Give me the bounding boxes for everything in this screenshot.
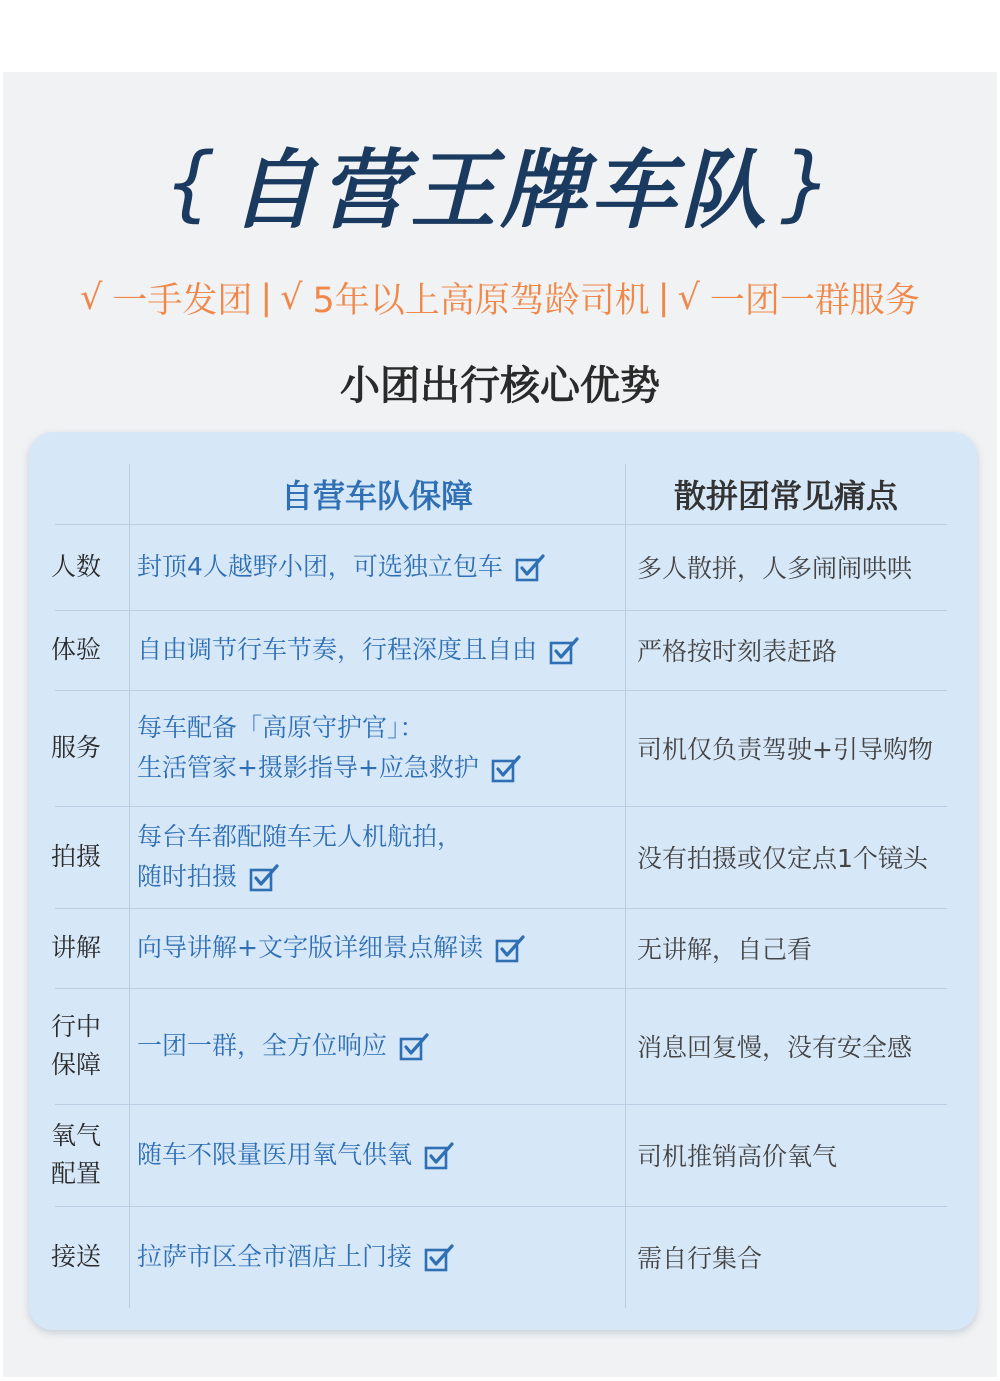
checkbox-checked-icon (424, 1243, 454, 1271)
ours-cell (137, 908, 625, 988)
row-label-line: 体验 (51, 635, 102, 664)
ours-text: 一团一群，全方位响应 (137, 1031, 388, 1060)
row-label (51, 988, 129, 1104)
theirs-cell (637, 524, 967, 610)
theirs-cell (637, 806, 967, 908)
ours-text: 向导讲解+文字版详细景点解读 (137, 933, 483, 962)
theirs-cell (637, 988, 967, 1104)
checkbox-checked-icon (549, 636, 579, 664)
table-row (29, 908, 977, 988)
row-label-line: 行中 (51, 1012, 102, 1041)
ours-text: 生活管家+摄影指导+应急救护 (137, 753, 479, 782)
row-label-text (51, 1238, 101, 1276)
ours-line (137, 928, 625, 968)
theirs-cell (637, 1206, 967, 1308)
table-row (29, 1104, 977, 1206)
row-label-line: 服务 (51, 733, 102, 762)
ours-cell (137, 524, 625, 610)
ours-cell (137, 988, 625, 1104)
table-row (29, 806, 977, 908)
row-label (51, 1104, 129, 1206)
table-row (29, 610, 977, 690)
ours-line (137, 1026, 625, 1066)
slogan-check-2: √ (280, 278, 303, 318)
ours-line (137, 817, 625, 857)
slogan-separator: | (260, 278, 273, 318)
table-row (29, 524, 977, 610)
row-label-text (51, 548, 101, 586)
header-theirs: 散拼团常见痛点 (673, 477, 898, 515)
slogan-item-1: 一手发团 (112, 281, 253, 321)
row-label-line: 接送 (51, 1242, 102, 1271)
ours-line (137, 1237, 625, 1277)
checkbox-checked-icon (495, 934, 525, 962)
row-label-text (51, 929, 101, 967)
row-label (51, 524, 129, 610)
theirs-cell (637, 610, 967, 690)
theirs-text: 多人散拼，人多闹闹哄哄 (637, 554, 913, 583)
ours-cell (137, 610, 625, 690)
ours-text: 拉萨市区全市酒店上门接 (137, 1242, 413, 1271)
ours-text: 随车不限量医用氧气供氧 (137, 1140, 413, 1169)
ours-text: 自由调节行车节奏，行程深度且自由 (137, 635, 538, 664)
row-label-text (51, 838, 101, 876)
table-row (29, 690, 977, 806)
table-row (29, 1206, 977, 1308)
row-label-text (51, 729, 101, 767)
ours-text: 每车配备「高原守护官」： (137, 713, 425, 742)
row-label-text (51, 1117, 101, 1193)
ours-text: 随时拍摄 (137, 862, 238, 891)
section-subtitle: 小团出行核心优势 (340, 363, 660, 409)
ours-line (137, 857, 625, 897)
row-label-line: 配置 (51, 1159, 102, 1188)
comparison-card (29, 432, 977, 1330)
theirs-text: 需自行集合 (637, 1244, 763, 1273)
ours-cell (137, 1206, 625, 1308)
row-label (51, 690, 129, 806)
row-label-line: 氧气 (51, 1121, 102, 1150)
ours-line (137, 547, 625, 587)
checkbox-checked-icon (424, 1141, 454, 1169)
theirs-cell (637, 690, 967, 806)
row-label (51, 806, 129, 908)
theirs-text: 司机推销高价氧气 (637, 1142, 838, 1171)
row-label-line: 拍摄 (51, 842, 102, 871)
checkbox-checked-icon (491, 754, 521, 782)
row-label-line: 人数 (51, 552, 102, 581)
page-title (0, 128, 1000, 241)
theirs-text: 司机仅负责驾驶+引导购物 (637, 735, 933, 764)
ours-cell (137, 1104, 625, 1206)
row-label-text (51, 631, 101, 669)
ours-text: 每台车都配随车无人机航拍， (137, 822, 463, 851)
theirs-text: 消息回复慢，没有安全感 (637, 1033, 913, 1062)
ours-line (137, 1135, 625, 1175)
row-label (51, 1206, 129, 1308)
theirs-cell (637, 1104, 967, 1206)
slogan-bar (0, 272, 1000, 324)
row-label-line: 讲解 (51, 933, 102, 962)
title-left-brace: { (163, 135, 220, 231)
slogan-separator: | (657, 278, 670, 318)
theirs-text: 严格按时刻表赶路 (637, 637, 838, 666)
slogan-check-1: √ (80, 278, 103, 318)
slogan-item-3: 一团一群服务 (709, 281, 920, 321)
ours-cell (137, 806, 625, 908)
row-label-text (51, 1008, 101, 1084)
table-row (29, 988, 977, 1104)
slogan-check-3: √ (677, 278, 700, 318)
ours-cell (137, 690, 625, 806)
slogan-item-2: 5年以上高原驾龄司机 (312, 281, 650, 321)
row-label-line: 保障 (51, 1050, 102, 1079)
checkbox-checked-icon (515, 553, 545, 581)
row-label (51, 610, 129, 690)
header-ours: 自营车队保障 (280, 477, 473, 515)
ours-text: 封顶4人越野小团，可选独立包车 (137, 552, 503, 581)
ours-line (137, 748, 625, 788)
checkbox-checked-icon (249, 863, 279, 891)
title-right-brace: } (780, 135, 837, 231)
theirs-cell (637, 908, 967, 988)
checkbox-checked-icon (399, 1032, 429, 1060)
ours-line (137, 708, 625, 748)
title-text: 自营王牌车队 (230, 141, 770, 241)
theirs-text: 无讲解，自己看 (637, 935, 813, 964)
comparison-table (29, 432, 977, 1330)
theirs-text: 没有拍摄或仅定点1个镜头 (637, 844, 928, 873)
row-label (51, 908, 129, 988)
ours-line (137, 630, 625, 670)
